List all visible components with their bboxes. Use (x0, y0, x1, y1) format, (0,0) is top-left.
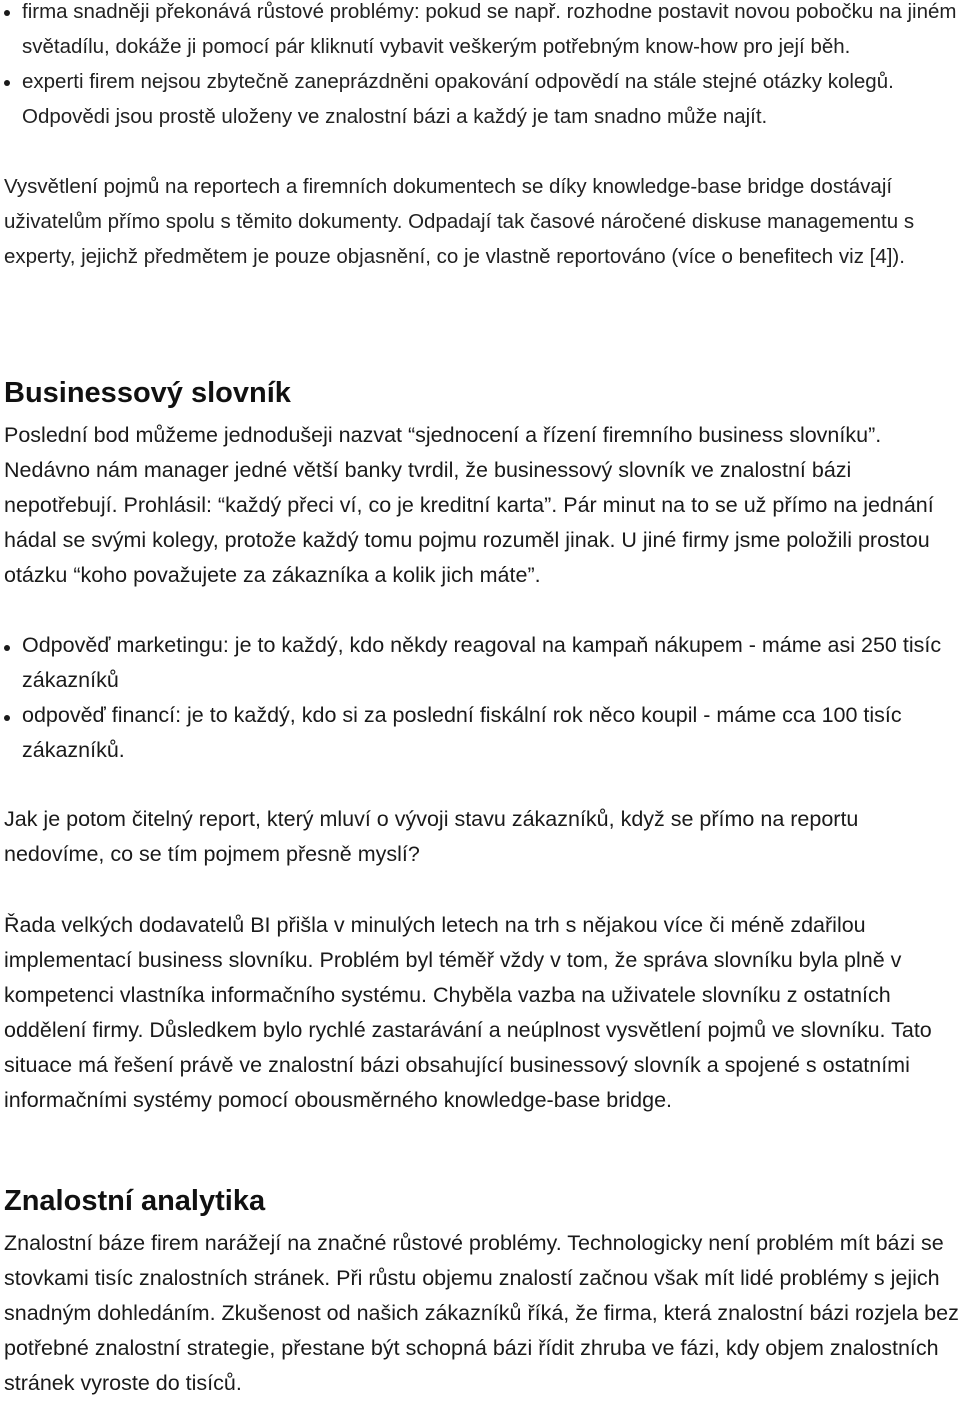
continuation-paragraph: Vysvětlení pojmů na reportech a firemních dokumentech se díky knowledge-base bridge dostávají uživatelům přímo spolu s těmito dokumenty. Odpadají tak časové náročené diskuse managementu s experty, jejichž předmětem je pouze objasnění, co je vlastně reportováno (více o benefitech viz [4]). (4, 175, 915, 268)
bullet-icon (4, 715, 10, 721)
analytics-paragraph: Znalostní báze firem narážejí na značné růstové problémy. Technologicky není problém mít bázi se stovkami tisíc znalostních stránek. Při růstu objemu znalostí začnou však mít lidé problémy s jejich snadným dohledáním. Zkušenost od našich zákazníků říká, že firma, která znalostní bázi rozjela bez potřebné znalostní strategie, přestane být schopná bázi řídit zhruba ve fázi, kdy objem znalostních stránek vyroste do tisíců. (4, 1231, 959, 1395)
business-intro-paragraph: Poslední bod můžeme jednodušeji nazvat “sjednocení a řízení firemního business slovníku”. Nedávno nám manager jedné větší banky tvrdil, že businessový slovník ve znalostní bázi nepotřebují. Prohlásil: “každý přeci ví, co je kreditní karta”. Pár minut na to se už přímo na jednání hádal se svými kolegy, protože každý tomu pojmu rozuměl jinak. U jiné firmy jsme položili prostou otázku “koho považujete za zákazníka a kolik jich máte”. (4, 423, 934, 587)
list-item-text: firma snadněji překonává růstové problémy: pokud se např. rozhodne postavit novou pobočku na jiném světadílu, dokáže ji pomocí pár kliknutí vybavit veškerým potřebným know-how pro její běh. (22, 0, 957, 58)
list-item-text: experti firem nejsou zbytečně zaneprázdněni opakování odpovědí na stále stejné otázky kolegů. Odpovědi jsou prostě uloženy ve znalostní bázi a každý je tam snadno může najít. (22, 70, 894, 128)
business-answers-list (4, 628, 960, 768)
list-item (4, 698, 960, 768)
list-item-text: Odpověď marketingu: je to každý, kdo někdy reagoval na kampaň nákupem - máme asi 250 tisíc zákazníků (22, 633, 942, 692)
list-item-text: odpověď financí: je to každý, kdo si za poslední fiskální rok něco koupil - máme cca 100 tisíc zákazníků. (22, 703, 902, 762)
bullet-icon (4, 10, 10, 16)
section-heading-business: Businessový slovník (4, 377, 291, 409)
list-item (4, 628, 960, 698)
list-item (4, 0, 960, 64)
section-heading-analytics: Znalostní analytika (4, 1185, 266, 1217)
business-question-paragraph: Jak je potom čitelný report, který mluví o vývoji stavu zákazníků, když se přímo na reportu nedovíme, co se tím pojmem přesně myslí? (4, 807, 859, 866)
bullet-icon (4, 645, 10, 651)
bullet-icon (4, 80, 10, 86)
business-closing-paragraph: Řada velkých dodavatelů BI přišla v minulých letech na trh s nějakou více či méně zdařilou implementací business slovníku. Problém byl téměř vždy v tom, že správa slovníku byla plně v kompetenci vlastníka informačního systému. Chyběla vazba na uživatele slovníku z ostatních oddělení firmy. Důsledkem bylo rychlé zastarávání a neúplnost vysvětlení pojmů ve slovníku. Tato situace má řešení právě ve znalostní bázi obsahující businessový slovník a spojené s ostatními informačními systémy pomocí obousměrného knowledge-base bridge. (4, 913, 932, 1112)
list-item (4, 64, 960, 134)
benefits-list (4, 0, 960, 134)
